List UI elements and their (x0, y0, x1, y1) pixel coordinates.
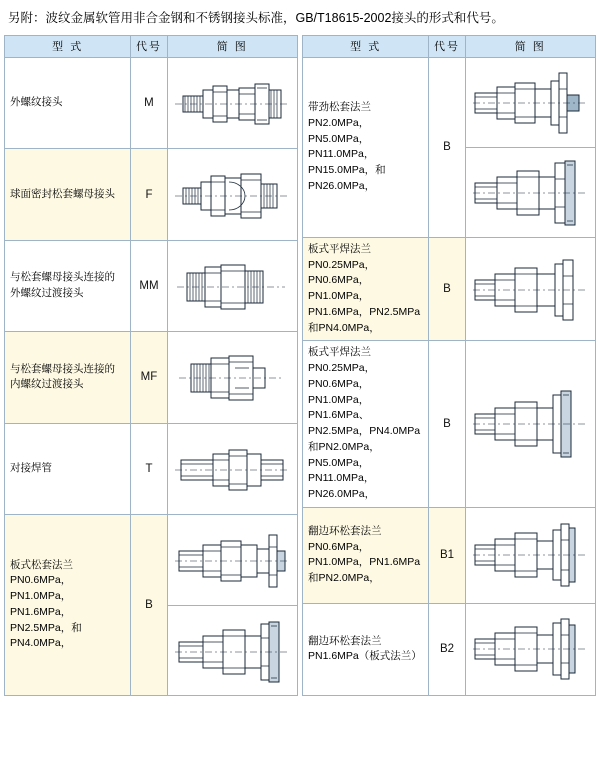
table-row (303, 57, 596, 147)
row-code: F (131, 149, 167, 240)
figure-plate-lap-joint-flange (167, 514, 297, 605)
row-type: 带劲松套法兰 PN2.0MPa，PN5.0MPa，PN11.0MPa，PN15.0MPa，和PN26.0MPa， (303, 57, 429, 237)
table-row (5, 332, 298, 423)
row-type: 板式松套法兰 PN0.6MPa，PN1.0MPa，PN1.6MPa，PN2.5MPa，和PN4.0MPa， (5, 514, 131, 695)
table-row (303, 603, 596, 695)
row-code: M (131, 57, 167, 148)
left-table (4, 35, 298, 696)
table-row (303, 341, 596, 508)
figure-plate-slip-on-flange-2 (465, 341, 595, 508)
figure-female-thread-transition (167, 332, 297, 423)
row-type: 翻边环松套法兰 PN0.6MPa，PN1.0MPa，PN1.6MPa和PN2.0MPa， (303, 507, 429, 603)
row-type: 外螺纹接头 (5, 57, 131, 148)
row-type: 板式平焊法兰 PN0.25MPa，PN0.6MPa，PN1.0MPa，PN1.6MPa、PN2.5MPa，PN4.0MPa和PN2.0MPa，PN5.0MPa，PN11.0MPa，PN26.0MPa， (303, 341, 429, 508)
row-code: B (429, 57, 465, 237)
row-code: T (131, 423, 167, 514)
row-code: B2 (429, 603, 465, 695)
row-type: 与松套螺母接头连接的内螺纹过渡接头 (5, 332, 131, 423)
figure-plate-slip-on-flange (465, 237, 595, 341)
row-code: MM (131, 240, 167, 331)
row-type: 对接焊管 (5, 423, 131, 514)
table-row (303, 507, 596, 603)
figure-flanged-ring-lap-joint (465, 507, 595, 603)
figure-male-thread-fitting (167, 57, 297, 148)
row-type: 球面密封松套螺母接头 (5, 149, 131, 240)
tables-container (0, 35, 600, 696)
row-code: B (429, 237, 465, 341)
header-type: 型 式 (303, 35, 429, 57)
figure-spherical-seal-union-nut (167, 149, 297, 240)
table-header-row (303, 35, 596, 57)
table-row (5, 423, 298, 514)
right-table (302, 35, 596, 696)
row-code: B (131, 514, 167, 695)
table-row (303, 237, 596, 341)
table-row (5, 514, 298, 605)
row-code: B (429, 341, 465, 508)
figure-ribbed-lap-joint-flange-detail (465, 147, 595, 237)
figure-flanged-ring-lap-joint-2 (465, 603, 595, 695)
header-type: 型 式 (5, 35, 131, 57)
row-code: MF (131, 332, 167, 423)
header-figure: 简 图 (167, 35, 297, 57)
row-type: 翻边环松套法兰 PN1.6MPa（板式法兰） (303, 603, 429, 695)
header-figure: 简 图 (465, 35, 595, 57)
figure-plate-lap-joint-flange-detail (167, 606, 297, 695)
page-title: 另附：波纹金属软管用非合金钢和不锈钢接头标准，GB/T18615-2002接头的形式和代号。 (8, 11, 504, 25)
header-code: 代号 (429, 35, 465, 57)
row-type: 板式平焊法兰 PN0.25MPa，PN0.6MPa，PN1.0MPa，PN1.6MPa，PN2.5MPa和PN4.0MPa， (303, 237, 429, 341)
row-code: B1 (429, 507, 465, 603)
row-type: 与松套螺母接头连接的外螺纹过渡接头 (5, 240, 131, 331)
table-row (5, 149, 298, 240)
table-header-row (5, 35, 298, 57)
table-row (5, 57, 298, 148)
table-row (5, 240, 298, 331)
figure-ribbed-lap-joint-flange (465, 57, 595, 147)
figure-butt-weld-pipe (167, 423, 297, 514)
figure-male-thread-transition (167, 240, 297, 331)
header-code: 代号 (131, 35, 167, 57)
